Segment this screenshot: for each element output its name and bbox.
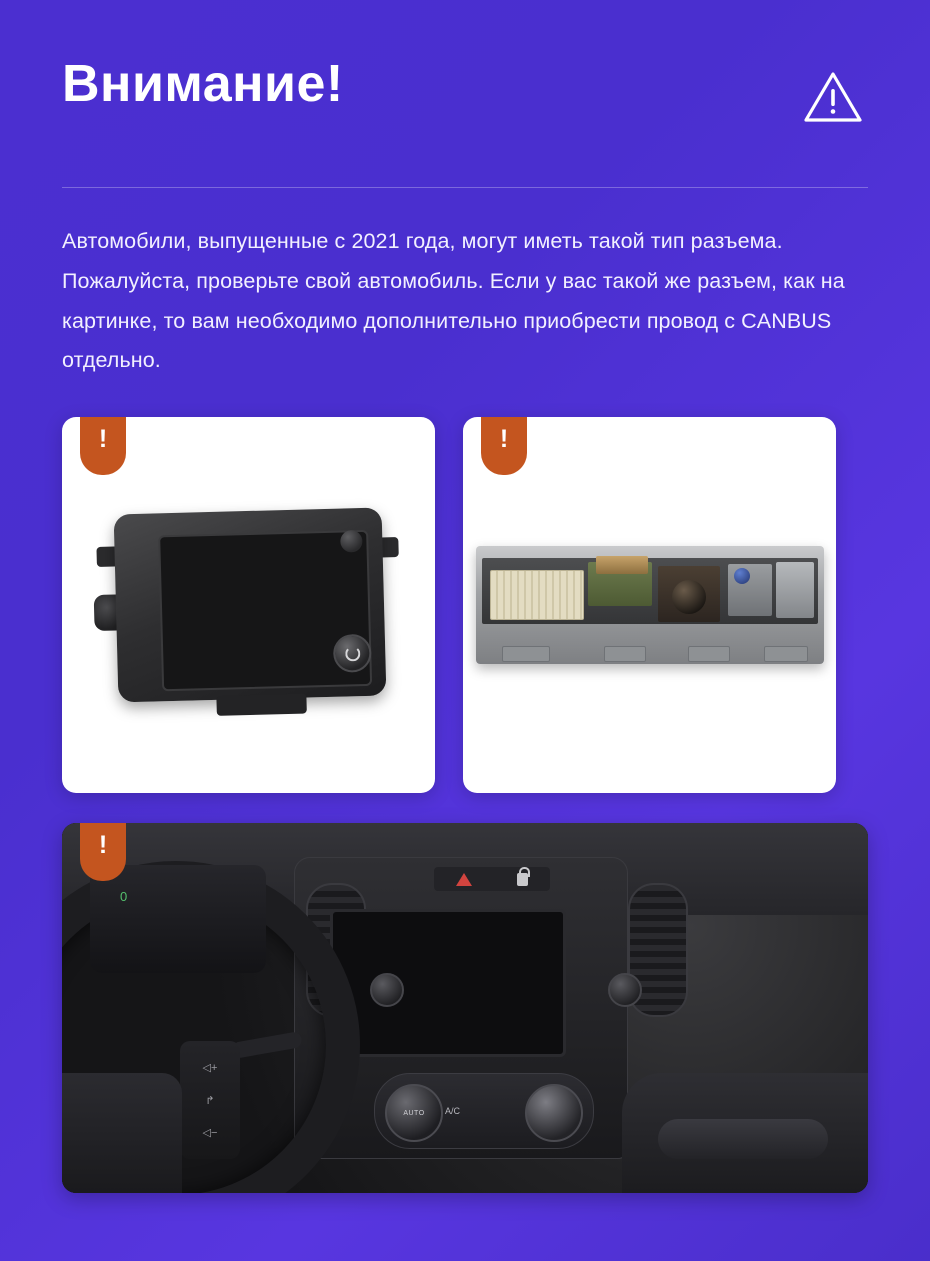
factory-head-unit-screen	[330, 909, 566, 1057]
console-knob-right	[608, 973, 642, 1007]
volume-down-icon: ◁−	[202, 1127, 218, 1140]
climate-knob-right	[525, 1084, 583, 1142]
hazard-button-row	[434, 867, 550, 891]
source-icon: ↱	[205, 1094, 215, 1107]
page-title: Внимание!	[62, 55, 344, 113]
volume-up-icon: ◁+	[202, 1061, 218, 1074]
photo-cards-row	[62, 417, 868, 793]
instrument-cluster	[90, 865, 266, 973]
antenna-socket	[672, 580, 706, 614]
console-knob-left	[370, 973, 404, 1007]
notice-paragraph: Автомобили, выпущенные с 2021 года, могут иметь такой тип разъема. Пожалуйста, проверьте свой автомобиль. Если у вас такой же разъем, как на картинке, то вам необходимо дополнительно приобрести провод с CANBUS отдельно.	[62, 229, 845, 373]
header-divider	[62, 187, 868, 188]
head-unit-upper-knob	[340, 530, 363, 553]
steering-column-controls	[180, 1041, 240, 1159]
hazard-light-icon	[456, 873, 472, 886]
head-unit-photo-card	[62, 417, 435, 793]
beige-pin-block	[490, 570, 584, 620]
door-panel	[62, 1073, 182, 1193]
warning-triangle-icon	[802, 68, 864, 131]
blue-connector	[734, 568, 750, 584]
head-unit-power-knob	[332, 634, 371, 673]
attention-badge: !	[80, 823, 126, 881]
climate-buttons	[445, 1096, 527, 1126]
door-lock-icon	[517, 873, 528, 886]
head-unit-image	[62, 417, 435, 793]
cluster-readout: 0	[120, 889, 130, 905]
car-interior-photo-card	[62, 823, 868, 1193]
climate-button-ac: A/C	[445, 1106, 461, 1117]
climate-control-panel	[374, 1073, 594, 1149]
page-header	[62, 0, 868, 131]
climate-knob-left: AUTO	[385, 1084, 443, 1142]
connector-image	[463, 417, 836, 793]
attention-badge: !	[80, 417, 126, 475]
connector-photo-card	[463, 417, 836, 793]
attention-badge: !	[481, 417, 527, 475]
glovebox	[658, 1119, 828, 1159]
